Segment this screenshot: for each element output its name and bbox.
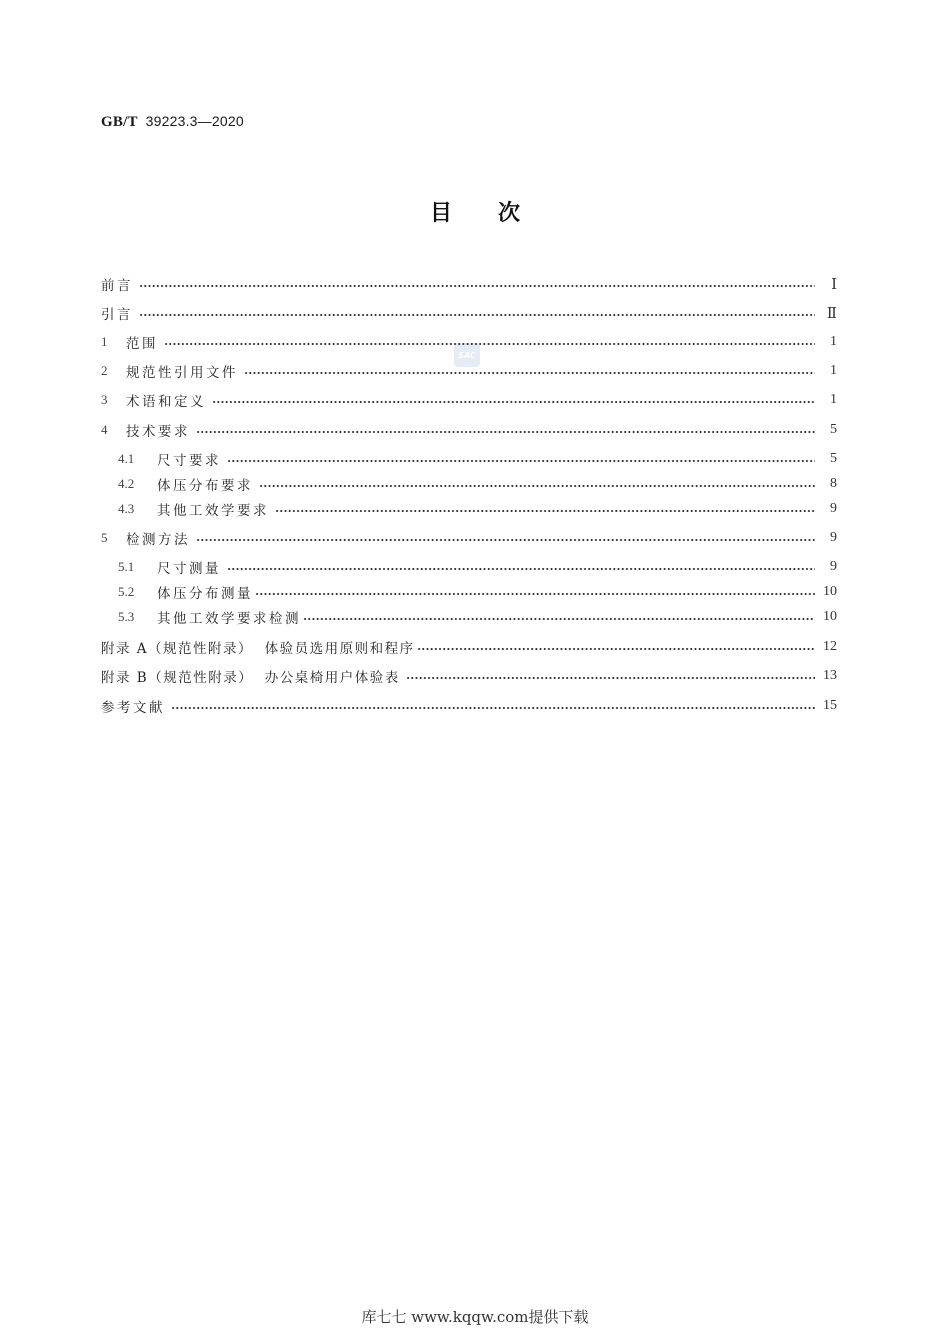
toc-entry-label: 体压分布要求 (157, 478, 253, 494)
toc-entry-bibliography[interactable] (101, 696, 837, 716)
toc-entry-pressure-distribution-requirements[interactable] (118, 474, 837, 494)
toc-entry-page: Ⅱ (826, 305, 837, 322)
dot-leader (171, 707, 815, 709)
title-char-right: 次 (498, 201, 521, 226)
dot-leader (139, 285, 815, 287)
toc-entry-foreword[interactable] (101, 274, 837, 294)
sac-logo-icon: SAC (454, 343, 480, 367)
toc-entry-number: 5.2 (118, 584, 135, 599)
toc-entry-number: 5.3 (118, 609, 135, 624)
dot-leader (196, 539, 815, 541)
toc-entry-page: 9 (830, 530, 837, 545)
dot-leader (139, 314, 815, 316)
toc-entry-label: 附录 B（规范性附录） 办公桌椅用户体验表 (101, 670, 400, 686)
toc-entry-dimension-requirements[interactable] (118, 449, 837, 469)
toc-entry-number: 5 (101, 530, 108, 545)
dot-leader (196, 431, 815, 433)
toc-entry-annex-a[interactable] (101, 637, 837, 657)
toc-entry-number: 5.1 (118, 559, 135, 574)
toc-entry-introduction[interactable] (101, 303, 837, 323)
dot-leader (227, 460, 815, 462)
toc-entry-page: 8 (830, 476, 837, 491)
dot-leader (212, 401, 815, 403)
toc-entry-number: 4.1 (118, 451, 135, 466)
dot-leader (164, 343, 815, 345)
toc-entry-page: 5 (830, 422, 837, 437)
toc-entry-page: 12 (823, 639, 837, 654)
toc-entry-number: 4.2 (118, 476, 135, 491)
toc-entry-page: 10 (823, 584, 837, 599)
toc-entry-number: 4.3 (118, 501, 135, 516)
toc-entry-page: 1 (830, 363, 837, 378)
toc-entry-label: 前言 (101, 278, 133, 294)
standard-code (101, 113, 244, 131)
toc-entry-label: 检测方法 (126, 532, 190, 548)
toc-entry-number: 2 (101, 363, 108, 378)
standard-number: 39223.3—2020 (145, 113, 244, 129)
toc-entry-test-methods[interactable] (101, 528, 837, 548)
toc-entry-page: 15 (823, 698, 837, 713)
toc-entry-page: 1 (830, 334, 837, 349)
toc-entry-page: 9 (830, 501, 837, 516)
toc-entry-page: Ⅰ (831, 276, 837, 293)
toc-entry-other-ergonomic-requirements[interactable] (118, 499, 837, 519)
dot-leader (259, 485, 815, 487)
toc-entry-label: 体压分布测量 (157, 586, 253, 602)
toc-entry-number: 4 (101, 422, 108, 437)
title-char-left: 目 (429, 201, 452, 226)
toc-entry-annex-b[interactable] (101, 666, 837, 686)
toc-entry-other-ergonomic-tests[interactable] (118, 607, 837, 627)
download-source-footer: 库七七 www.kqqw.com提供下载 (361, 1308, 589, 1326)
dot-leader (275, 510, 815, 512)
dot-leader (244, 372, 815, 374)
standard-prefix: GB/T (101, 114, 138, 130)
page-title (0, 196, 950, 227)
toc-entry-terms-definitions[interactable] (101, 390, 837, 410)
toc-entry-dimension-measurement[interactable] (118, 557, 837, 577)
toc-entry-number: 3 (101, 392, 108, 407)
toc-entry-label: 参考文献 (101, 700, 165, 716)
dot-leader (227, 568, 815, 570)
toc-entry-pressure-distribution-measurement[interactable] (118, 582, 837, 602)
toc-entry-page: 5 (830, 451, 837, 466)
toc-entry-label: 尺寸测量 (157, 561, 221, 577)
toc-entry-label: 技术要求 (126, 424, 190, 440)
dot-leader (255, 593, 815, 595)
toc-entry-label: 附录 A（规范性附录） 体验员选用原则和程序 (101, 641, 415, 657)
toc-entry-page: 1 (830, 392, 837, 407)
dot-leader (303, 618, 815, 620)
toc-entry-scope[interactable] (101, 332, 837, 352)
toc-entry-number: 1 (101, 334, 108, 349)
toc-entry-page: 9 (830, 559, 837, 574)
toc-entry-page: 10 (823, 609, 837, 624)
toc-entry-page: 13 (823, 668, 837, 683)
toc-entry-label: 术语和定义 (126, 394, 206, 410)
toc-entry-normative-references[interactable] (101, 361, 837, 381)
dot-leader (417, 648, 815, 650)
toc-entry-label: 引言 (101, 307, 133, 323)
toc-entry-label: 尺寸要求 (157, 453, 221, 469)
dot-leader (406, 677, 815, 679)
toc-entry-technical-requirements[interactable] (101, 420, 837, 440)
toc-entry-label: 规范性引用文件 (126, 365, 238, 381)
toc-entry-label: 范围 (126, 336, 158, 352)
toc-entry-label: 其他工效学要求 (157, 503, 269, 519)
toc-entry-label: 其他工效学要求检测 (157, 611, 301, 627)
